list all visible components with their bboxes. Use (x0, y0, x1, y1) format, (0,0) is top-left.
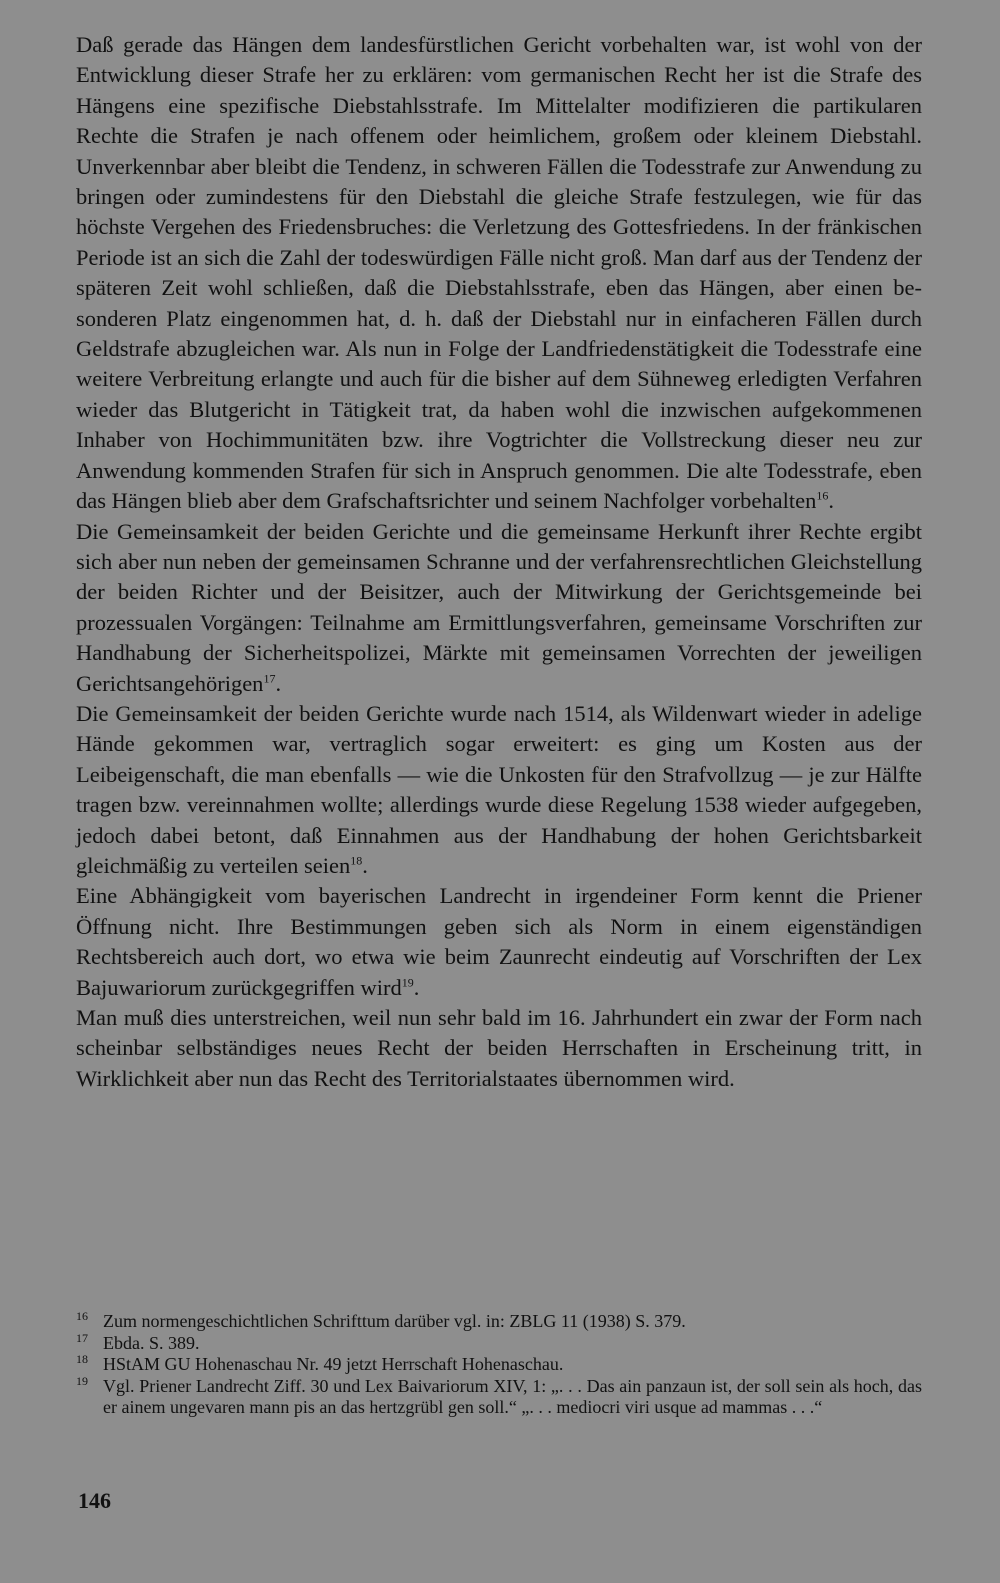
paragraph-text: Man muß dies unterstreichen, weil nun sehr bald im 16. Jahrhundert ein zwar der Form nach scheinbar selbständiges neues Recht der beiden Herrschaften in Erscheinung tritt, in Wirklichkeit aber nun das Recht des Territorialstaates übernommen wird. (76, 1005, 922, 1091)
paragraph-4 (76, 881, 922, 1003)
paragraph-text: Die Gemeinsamkeit der beiden Gerichte wurde nach 1514, als Wildenwart wieder in adelige Hände gekommen war, vertraglich sogar erweitert: es ging um Kosten aus der Leibeigenschaft, die man ebenfalls — wie die Unkosten für den Strafvollzug — je zur Hälfte tragen bzw. vereinnahmen wollte; allerdings wurde diese Regelung 1538 wieder aufgegeben, jedoch dabei betont, daß Einnahmen aus der Handhabung der hohen Gerichtsbarkeit gleichmäßig zu verteilen seien (76, 700, 922, 878)
footnote-18: 18 HStAM GU Hohenaschau Nr. 49 jetzt Herrschaft Hohenaschau. (76, 1352, 564, 1375)
paragraph-text: Daß gerade das Hängen dem landesfürstlichen Gericht vorbehalten war, ist wohl von der Entwicklung dieser Strafe her zu erklären: vom germanischen Recht her ist die Strafe des Hängens eine spezifische Diebstahlsstrafe. Im Mittelalter modifizieren die partikularen Rechte die Strafen je nach offenem oder heimlichem, großem oder kleinem Diebstahl. Unverkennbar aber bleibt die Tendenz, in schweren Fällen die Todesstrafe zur Anwendung zu bringen oder zumindestens für den Diebstahl die gleiche Strafe festzulegen, wie für das höchste Vergehen des Friedensbruches: die Verletzung des Gottesfriedens. In der fränkischen Periode ist an sich die Zahl der todeswürdigen Fälle nicht groß. Man darf aus der Tendenz der späteren Zeit wohl schließen, daß die Diebstahlsstrafe, eben das Hängen, aber einen besonderen Platz eingenommen hat, d. h. daß der Diebstahl nur in einfacheren Fällen durch Geldstrafe abzugleichen war. Als nun in Folge der Landfriedenstätigkeit die Todesstrafe eine weitere Verbreitung erlangte und auch für die bisher auf dem Sühneweg erledigten Verfahren wieder das Blutgericht in Tätigkeit trat, da haben wohl die inzwischen aufgekommenen Inhaber von Hochimmunitäten bzw. ihre Vogtrichter die Vollstreckung dieser neu zur Anwendung kommenden Strafen für sich in Anspruch genommen. Die alte Todesstrafe, eben das Hängen blieb aber dem Grafschaftsrichter und seinem Nachfolger vorbehalten (76, 32, 922, 514)
body-text (76, 30, 922, 1094)
paragraph-tail: . (828, 488, 834, 514)
footnote-ref: 16 (816, 488, 829, 503)
page-number: 146 (78, 1488, 111, 1513)
footnote-ref: 19 (401, 975, 414, 990)
paragraph-2 (76, 517, 922, 699)
footnote-text: Zum normengeschichtlichen Schrifttum darüber vgl. in: ZBLG 11 (1938) S. 379. (103, 1311, 686, 1331)
footnote-text: Vgl. Priener Landrecht Ziff. 30 und Lex Baivariorum XIV, 1: „. . . Das ain panzaun ist, der soll sein als hoch, das er ainem ungevaren mann pis an das hertzgrübl gen soll.“ „. . . mediocri viri usque ad mammas . . .“ (103, 1375, 922, 1418)
footnote-16: 16 Zum normengeschichtlichen Schrifttum darüber vgl. in: ZBLG 11 (1938) S. 379. (76, 1309, 686, 1331)
footnotes (76, 1311, 922, 1419)
footnote-19: 19 Vgl. Priener Landrecht Ziff. 30 und Lex Baivariorum XIV, 1: „. . . Das ain panzaun ist, der soll sein als hoch, das er ainem ungevaren mann pis an das hertzgrübl gen soll.“ „. . . mediocri viri usque ad mammas . . .“ (76, 1373, 922, 1418)
paragraph-tail: . (275, 670, 282, 696)
footnote-ref: 17 (263, 671, 276, 686)
paragraph-3 (76, 699, 922, 881)
paragraph-text: Eine Abhängigkeit vom bayerischen Landrecht in irgendeiner Form kennt die Priener Öffnung nicht. Ihre Bestimmungen geben sich als Norm in einem eigenständigen Rechtsbereich auch dort, wo etwa wie beim Zaunrecht eindeutig auf Vorschriften der Lex Bajuwariorum zurückgegriffen wird (76, 883, 922, 1000)
footnote-17: 17 Ebda. S. 389. (76, 1330, 200, 1353)
paragraph-text: Die Gemeinsamkeit der beiden Gerichte und die gemeinsame Herkunft ihrer Rechte ergibt sich aber nun neben der gemeinsamen Schranne und der verfahrensrechtlichen Gleichstellung der beiden Richter und der Beisitzer, auch der Mitwirkung der Gerichtsgemeinde bei prozessualen Vorgängen: Teilnahme am Ermittlungsverfahren, gemeinsame Vorschriften zur Handhabung der Sicherheitspolizei, Märkte mit gemeinsamen Vorrechten der jeweiligen Gerichtsangehörigen (76, 518, 922, 696)
paragraph-1 (76, 30, 922, 517)
paragraph-tail: . (413, 974, 420, 1000)
footnote-ref: 18 (350, 853, 363, 868)
paragraph-tail: . (362, 852, 368, 878)
paragraph-5 (76, 1003, 922, 1094)
footnote-text: HStAM GU Hohenaschau Nr. 49 jetzt Herrschaft Hohenaschau. (103, 1354, 564, 1375)
footnote-text: Ebda. S. 389. (103, 1332, 200, 1353)
